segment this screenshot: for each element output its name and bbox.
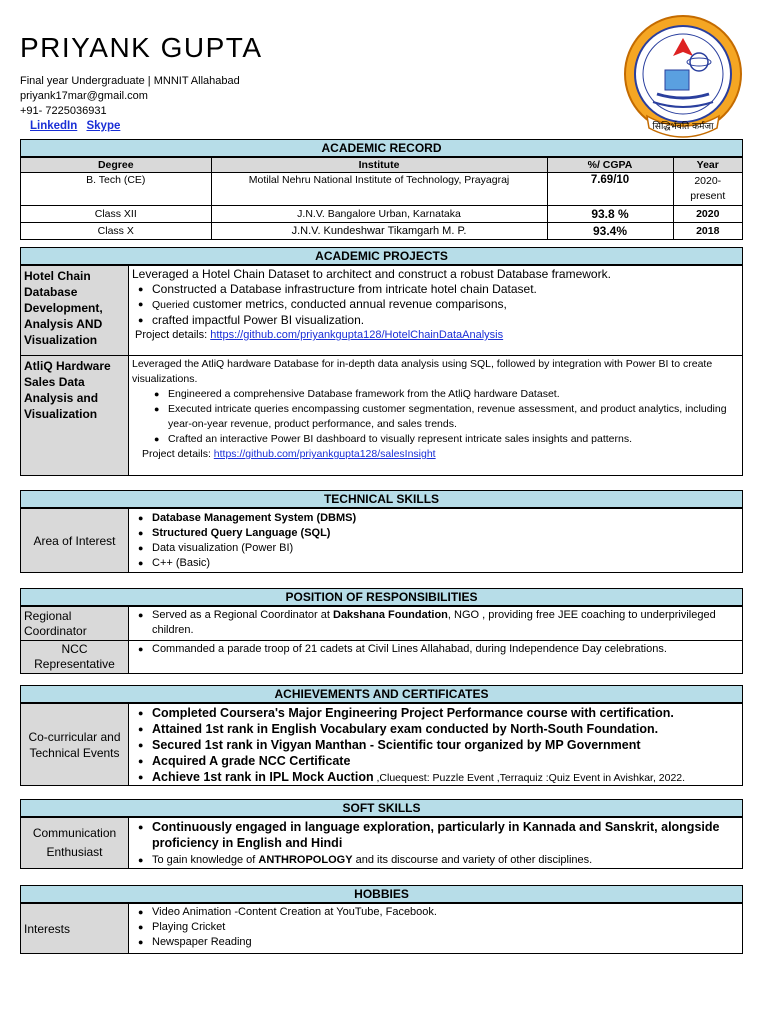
column-header: %/ CGPA — [547, 158, 673, 173]
candidate-name: PRIYANK GUPTA — [20, 32, 263, 63]
hobbies-row — [21, 903, 742, 953]
academic-projects-section — [20, 247, 743, 476]
score-cell: 93.4% — [547, 223, 673, 240]
list-item: ● Engineered a comprehensive Database framework from the AtliQ hardware Dataset. — [148, 387, 739, 402]
academic-record-section — [20, 139, 743, 240]
soft-skills-label: Communication Enthusiast — [21, 818, 129, 868]
list-item: ● Achieve 1st rank in IPL Mock Auction ,Cluequest: Puzzle Event ,Terraquiz :Quiz Event in Avishkar, 2022. — [132, 769, 739, 786]
achievements-list — [132, 705, 739, 786]
list-item: ● To gain knowledge of ANTHROPOLOGY and its discourse and variety of other disciplines. — [132, 853, 739, 868]
hobbies-label: Interests — [21, 904, 129, 953]
list-item: ● Completed Coursera's Major Engineering Project Performance course with certification. — [132, 705, 739, 721]
section-title: ACHIEVEMENTS AND CERTIFICATES — [21, 686, 742, 703]
list-item: ● Crafted an interactive Power BI dashboard to visually represent intricate sales insights and patterns. — [148, 432, 739, 447]
project-details: Project details: https://github.com/priyankgupta128/salesInsight — [142, 448, 436, 460]
list-item: ● Attained 1st rank in English Vocabulary exam conducted by North-South Foundation. — [132, 721, 739, 737]
achievements-section — [20, 685, 743, 786]
phone-text: +91- 7225036931 — [20, 105, 107, 117]
soft-skills-row — [21, 817, 742, 868]
hobbies-list — [132, 905, 739, 950]
hobbies-content — [129, 904, 742, 953]
project-bullets — [132, 387, 739, 447]
soft-skills-section — [20, 799, 743, 869]
institute-cell: J.N.V. Kundeshwar Tikamgarh M. P. — [211, 223, 547, 240]
logo-motto: सिद्धिर्भवति कर्मजा — [652, 122, 714, 132]
project-intro: Leveraged the AtliQ hardware Database for in-depth data analysis using SQL, followed by integration with Power BI to create visualizations. — [132, 358, 713, 385]
responsibility-content — [129, 641, 742, 673]
section-title: SOFT SKILLS — [21, 800, 742, 817]
column-header: Institute — [211, 158, 547, 173]
achievements-label: Co-curricular and Technical Events — [21, 704, 129, 785]
project-row — [21, 265, 742, 355]
degree-cell: B. Tech (CE) — [21, 173, 211, 206]
project-details: Project details: https://github.com/priyankgupta128/HotelChainDataAnalysis — [135, 329, 504, 341]
section-title: TECHNICAL SKILLS — [21, 491, 742, 508]
list-item: ● Executed intricate queries encompassing customer segmentation, revenue assessment, and product analytics, including year-on-year revenue, product performance, and sales trends. — [148, 402, 739, 432]
institute-cell: J.N.V. Bangalore Urban, Karnataka — [211, 206, 547, 223]
column-header: Year — [673, 158, 742, 173]
project-link[interactable]: https://github.com/priyankgupta128/HotelChainDataAnalysis — [210, 329, 504, 341]
project-title: Hotel Chain Database Development, Analysis AND Visualization — [21, 266, 129, 355]
skills-label: Area of Interest — [21, 509, 129, 572]
institute-cell: Motilal Nehru National Institute of Technology, Prayagraj — [211, 173, 547, 206]
responsibility-row — [21, 606, 742, 640]
table-row — [21, 173, 742, 206]
responsibility-content — [129, 607, 742, 640]
score-cell: 93.8 % — [547, 206, 673, 223]
hobbies-section — [20, 885, 743, 954]
list-item: ● crafted impactful Power BI visualization. — [132, 313, 739, 328]
institute-logo — [619, 12, 747, 140]
year-cell: 2018 — [673, 223, 742, 240]
skype-link[interactable]: Skype — [86, 120, 121, 132]
section-title: ACADEMIC PROJECTS — [21, 248, 742, 265]
project-bullets — [132, 282, 739, 328]
section-title: POSITION OF RESPONSIBILITIES — [21, 589, 742, 606]
list-item: ● Newspaper Reading — [132, 935, 739, 950]
list-item: ● Served as a Regional Coordinator at Dakshana Foundation, NGO , providing free JEE coaching to underprivileged children. — [132, 608, 739, 638]
list-item: ● Commanded a parade troop of 21 cadets at Civil Lines Allahabad, during Independence Day celebrations. — [132, 642, 739, 657]
list-item: ● C++ (Basic) — [132, 556, 739, 571]
column-header: Degree — [21, 158, 211, 173]
achievements-row — [21, 703, 742, 785]
list-item: ● Constructed a Database infrastructure from intricate hotel chain Dataset. — [132, 282, 739, 297]
skills-content — [129, 509, 742, 572]
responsibility-label: NCC Representative — [21, 641, 129, 673]
score-cell: 7.69/10 — [547, 173, 673, 206]
year-cell: 2020 — [673, 206, 742, 223]
list-item: ● Video Animation -Content Creation at YouTube, Facebook. — [132, 905, 739, 920]
project-row — [21, 355, 742, 475]
section-title: HOBBIES — [21, 886, 742, 903]
profile-links — [20, 119, 620, 133]
section-title: ACADEMIC RECORD — [21, 140, 742, 157]
skills-row — [21, 508, 742, 572]
project-content — [129, 356, 742, 475]
list-item: ● Database Management System (DBMS) — [132, 511, 739, 526]
table-row — [21, 223, 742, 240]
project-title: AtliQ Hardware Sales Data Analysis and Visualization — [21, 356, 129, 475]
table-row — [21, 206, 742, 223]
resume-header — [20, 30, 620, 133]
project-content — [129, 266, 742, 355]
responsibility-label: Regional Coordinator — [21, 607, 129, 640]
list-item: ● Structured Query Language (SQL) — [132, 526, 739, 541]
list-item: ● Secured 1st rank in Vigyan Manthan - Scientific tour organized by MP Government — [132, 737, 739, 753]
list-item: ● Acquired A grade NCC Certificate — [132, 753, 739, 769]
achievements-content — [129, 704, 742, 785]
responsibilities-section — [20, 588, 743, 674]
project-intro: Leveraged a Hotel Chain Dataset to architect and construct a robust Database framework. — [132, 267, 611, 281]
list-item: ● Queried customer metrics, conducted annual revenue comparisons, — [132, 297, 739, 313]
project-link[interactable]: https://github.com/priyankgupta128/salesInsight — [213, 448, 436, 460]
list-item: ● Playing Cricket — [132, 920, 739, 935]
responsibility-row — [21, 640, 742, 673]
skills-list — [132, 511, 739, 571]
soft-skills-content — [129, 818, 742, 868]
technical-skills-section — [20, 490, 743, 573]
degree-cell: Class XII — [21, 206, 211, 223]
academic-record-table — [21, 157, 742, 239]
email-text[interactable]: priyank17mar@gmail.com — [20, 90, 148, 102]
linkedin-link[interactable]: LinkedIn — [30, 120, 78, 132]
year-cell: 2020-present — [673, 173, 742, 206]
candidate-subtitle: Final year Undergraduate | MNNIT Allahabad — [20, 75, 240, 87]
degree-cell: Class X — [21, 223, 211, 240]
list-item: ● Data visualization (Power BI) — [132, 541, 739, 556]
list-item: ● Continuously engaged in language exploration, particularly in Kannada and Sanskrit, alongside proficiency in English and Hindi — [132, 819, 739, 851]
